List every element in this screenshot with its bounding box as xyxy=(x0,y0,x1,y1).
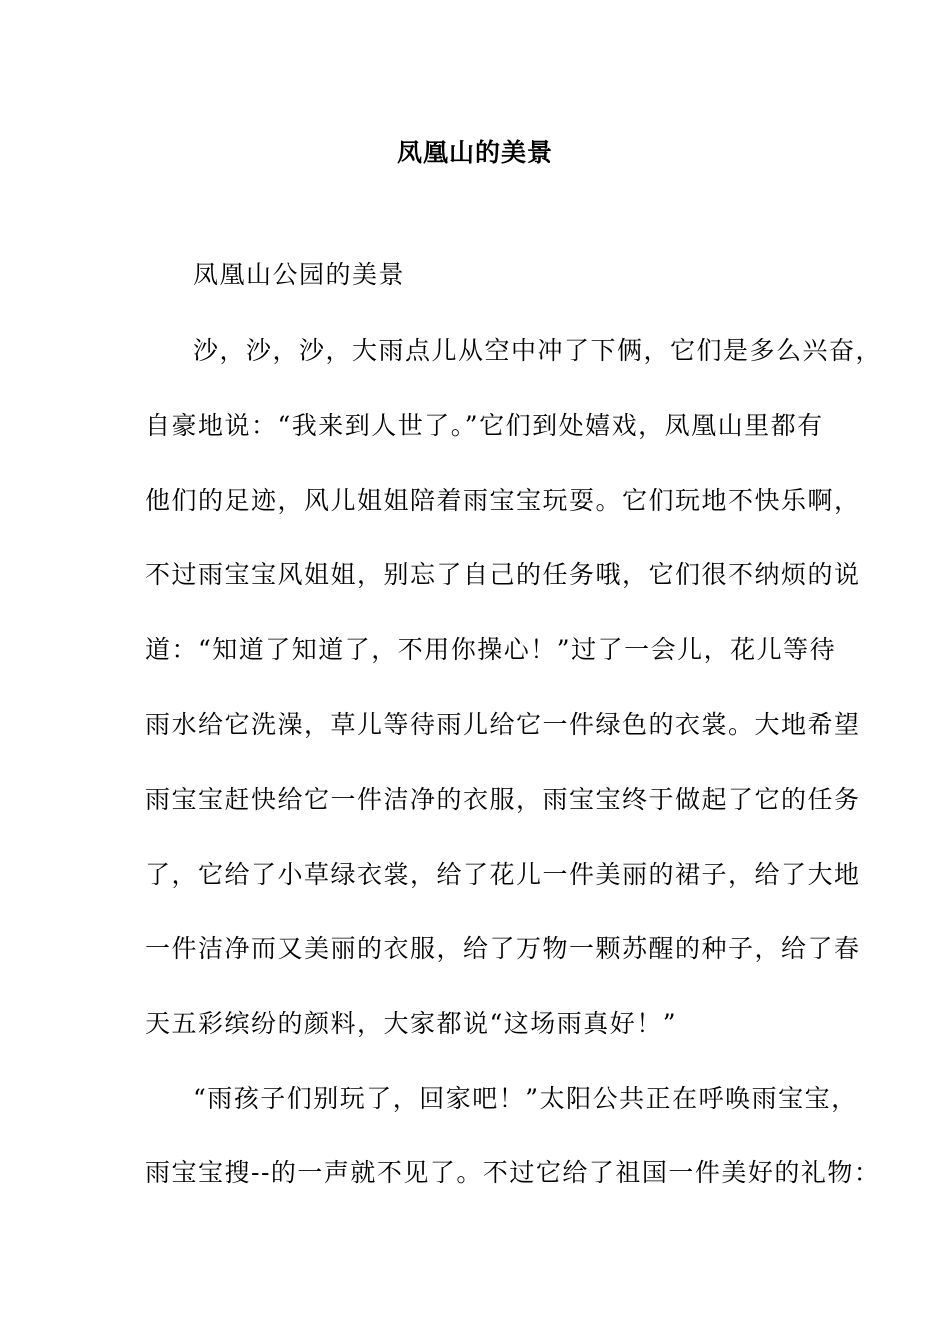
text-line: 雨宝宝赶快给它一件洁净的衣服，雨宝宝终于做起了它的任务 xyxy=(145,785,861,814)
text-line: 天五彩缤纷的颜料，大家都说“这场雨真好！” xyxy=(145,1009,678,1038)
text-line: 雨宝宝搜--的一声就不见了。不过它给了祖国一件美好的礼物： xyxy=(145,1158,881,1187)
text-line: 不过雨宝宝风姐姐，别忘了自己的任务哦，它们很不纳烦的说 xyxy=(145,560,861,589)
document-title: 凤凰山的美景 xyxy=(396,138,553,167)
text-line: 沙，沙，沙，大雨点儿从空中冲了下俩，它们是多么兴奋， xyxy=(193,336,883,365)
text-line: 了，它给了小草绿衣裳，给了花儿一件美丽的裙子，给了大地 xyxy=(145,860,861,889)
subtitle-line: 凤凰山公园的美景 xyxy=(193,260,406,289)
text-line: 一件洁净而又美丽的衣服，给了万物一颗苏醒的种子，给了春 xyxy=(145,934,861,963)
text-line: 道：“知道了知道了，不用你操心！”过了一会儿，花儿等待 xyxy=(145,635,837,664)
text-line: 他们的足迹，风儿姐姐陪着雨宝宝玩耍。它们玩地不快乐啊， xyxy=(145,486,861,515)
text-line: 雨水给它洗澡，草儿等待雨儿给它一件绿色的衣裳。大地希望 xyxy=(145,710,861,739)
text-line: “雨孩子们别玩了，回家吧！”太阳公共正在呼唤雨宝宝， xyxy=(193,1084,858,1113)
text-line: 自豪地说：“我来到人世了。”它们到处嬉戏，凤凰山里都有 xyxy=(145,411,824,440)
